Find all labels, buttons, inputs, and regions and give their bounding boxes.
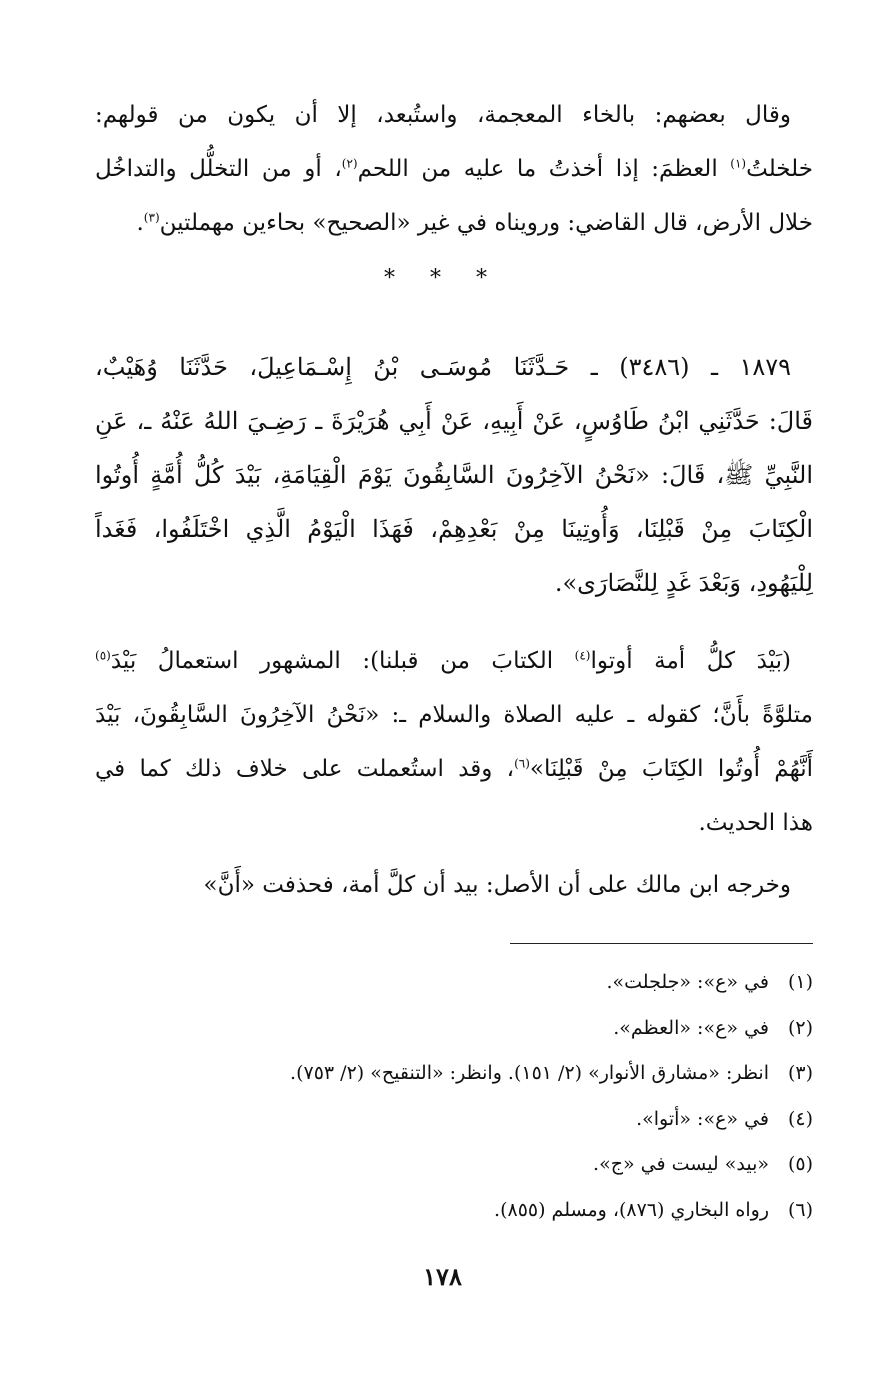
hadith-line-1: ١٨٧٩ ـ (٣٤٨٦) ـ حَـدَّثَنَا مُوسَـى بْنُ إِسْـمَاعِيلَ، حَدَّثَنَا وُهَيْبٌ،	[95, 353, 792, 381]
text-segment: ، أو من التخلُّل والتداخُل	[95, 156, 342, 182]
footnote-item	[95, 1006, 813, 1052]
paragraph-1-line-3	[95, 196, 813, 250]
footnote-number: (٢)	[787, 1016, 813, 1039]
hadith-line-2: قَالَ: حَدَّثَنِي ابْنُ طَاوُسٍ، عَنْ أَبِيهِ، عَنْ أَبِي هُرَيْرَةَ ـ رَضِـيَ اللهُ عَنْهُ ـ، عَنِ	[95, 407, 813, 435]
hadith-text	[95, 340, 813, 610]
paragraph-3-line-1: وخرجه ابن مالك على أن الأصل: بيد أن كلَّ أمة، فحذفت «أَنَّ»	[203, 872, 791, 898]
commentary-paragraph	[95, 634, 813, 850]
text-segment: .	[136, 210, 144, 236]
footnote-divider	[510, 943, 813, 944]
footnote-item	[95, 1188, 813, 1234]
footnote-text: في «ع»: «العظم».	[613, 1016, 769, 1039]
text-segment: أَنَّهُمْ أُوتُوا الكِتَابَ مِنْ قَبْلِنَا»	[529, 756, 813, 782]
footnote-item	[95, 1051, 813, 1097]
paragraph-1	[95, 88, 813, 250]
section-separator: * * *	[384, 266, 501, 291]
footnote-ref-5: (٥)	[95, 648, 111, 663]
footnote-number: (١)	[787, 971, 813, 993]
text-segment: الكتابَ من قبلنا): المشهور استعمالُ بَيْدَ	[110, 648, 575, 674]
footnote-number: (٥)	[787, 1153, 813, 1175]
text-segment: (بَيْدَ كلُّ أمة أوتوا	[590, 648, 791, 674]
footnote-item	[95, 1097, 813, 1143]
paragraph-1-line-1: وقال بعضهم: بالخاء المعجمة، واستُبعد، إلا أن يكون من قولهم:	[95, 102, 791, 128]
footnote-ref-3: (٣)	[143, 210, 160, 225]
footnote-item	[95, 1142, 813, 1188]
footnote-text: رواه البخاري (٨٧٦)، ومسلم (٨٥٥).	[494, 1198, 769, 1221]
footnote-text: انظر: «مشارق الأنوار» (٢/ ١٥١). وانظر: «التنقيح» (٢/ ٧٥٣).	[290, 1062, 769, 1084]
commentary-line-1	[95, 634, 813, 688]
footnote-number: (٦)	[787, 1198, 813, 1221]
footnote-number: (٤)	[787, 1107, 813, 1130]
footnote-item	[95, 960, 813, 1006]
footnote-number: (٣)	[787, 1062, 813, 1084]
footnote-ref-6: (٦)	[514, 756, 530, 771]
paragraph-1-line-2	[95, 142, 813, 196]
footnote-ref-4: (٤)	[574, 648, 591, 663]
footnote-text: في «ع»: «جلجلت».	[606, 971, 769, 993]
text-segment: العظمَ: إذا أخذتُ ما عليه من اللحم	[357, 156, 731, 182]
page-number: ١٧٨	[423, 1262, 462, 1291]
hadith-line-4: الْكِتَابَ مِنْ قَبْلِنَا، وَأُوتِينَا مِنْ بَعْدِهِمْ، فَهَذَا الْيَوْمُ الَّذِي اخْتَلَفُوا، فَغَداً	[95, 515, 813, 543]
footnote-text: في «ع»: «أتوا».	[636, 1107, 769, 1130]
footnote-ref-2: (٢)	[341, 156, 358, 171]
text-segment: خلخلتُ	[746, 156, 813, 182]
commentary-line-4: هذا الحديث.	[698, 810, 813, 836]
hadith-line-3: النَّبِيِّ ﷺ، قَالَ: «نَحْنُ الآخِرُونَ السَّابِقُونَ يَوْمَ الْقِيَامَةِ، بَيْدَ كُلُّ أُمَّةٍ أُوتُوا	[95, 461, 813, 489]
paragraph-3	[95, 858, 813, 912]
footnote-text: «بيد» ليست في «ج».	[593, 1153, 769, 1175]
commentary-line-3	[95, 742, 813, 796]
text-segment: خلال الأرض، قال القاضي: ورويناه في غير «الصحيح» بحاءين مهملتين	[159, 210, 813, 236]
footnotes-list	[95, 960, 813, 1233]
text-segment: ، وقد استُعملت على خلاف ذلك كما في	[95, 756, 515, 782]
footnote-ref-1: (١)	[730, 156, 747, 171]
commentary-line-2: متلوَّةً بأَنَّ؛ كقوله ـ عليه الصلاة والسلام ـ: «نَحْنُ الآخِرُونَ السَّابِقُونَ، بَيْدَ	[95, 702, 813, 728]
hadith-line-5: لِلْيَهُودِ، وَبَعْدَ غَدٍ لِلنَّصَارَى».	[554, 569, 813, 597]
